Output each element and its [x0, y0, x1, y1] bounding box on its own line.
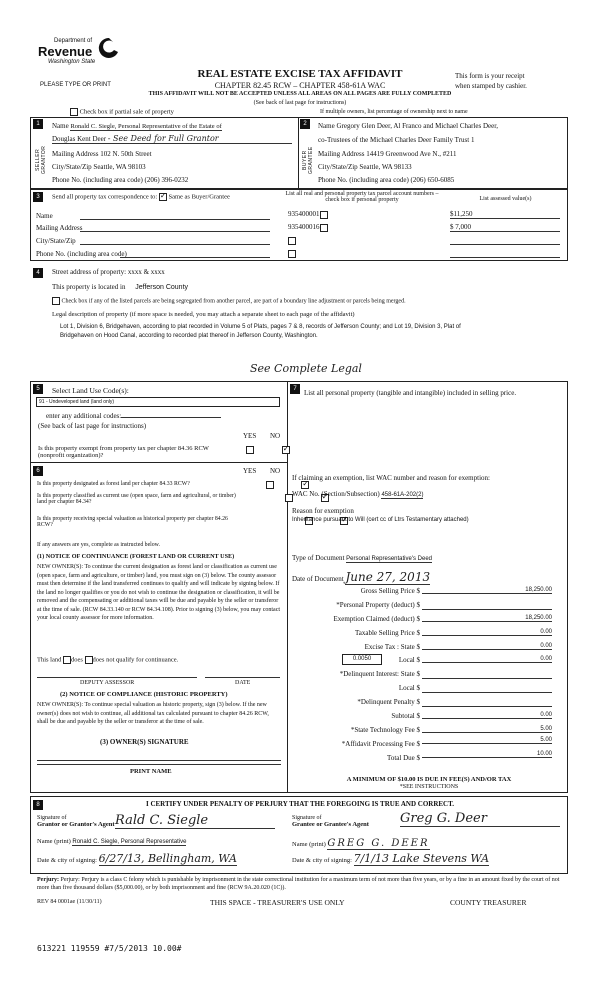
assessed-value[interactable]: $11,250 [450, 210, 560, 219]
calc-value[interactable]: 0.00 [422, 656, 552, 663]
print-name-label: PRINT NAME [130, 768, 172, 775]
exempt-question: Is this property exempt from property tax per chapter 84.36 RCW (nonprofit organization)? [38, 445, 209, 459]
buyer-name[interactable]: Gregory Glen Deer, Al Franco and Michael Charles Deer, [336, 122, 499, 130]
reason-label: Reason for exemption [292, 507, 354, 515]
buyer-side-label: BUYER GRANTEE [302, 146, 314, 174]
form-subtitle: CHAPTER 82.45 RCW – CHAPTER 458-61A WAC [214, 81, 386, 90]
forest-question: Is this property designated as forest land per chapter 84.33 RCW? [37, 481, 190, 487]
grantee-sig-label: Signature of Grantee or Grantee's Agent [292, 815, 369, 828]
receipt-note-2: when stamped by cashier. [455, 82, 527, 90]
calc-label: *State Technology Fee $ [350, 726, 420, 734]
calc-label: *Affidavit Processing Fee $ [341, 740, 420, 748]
calc-label: Taxable Selling Price $ [354, 629, 420, 637]
section-number-6: 6 [33, 466, 43, 476]
personal-property-checkbox[interactable] [320, 224, 328, 232]
logo-mark-icon [98, 36, 120, 60]
assessed-value[interactable] [450, 249, 560, 258]
grantor-date[interactable]: 6/27/13, Bellingham, WA [98, 852, 238, 865]
historic-question: Is this property receiving special valuation as historical property per chapter 84.26 RCW? [37, 516, 228, 528]
sec6-note: If any answers are yes, complete as instructed below. [37, 542, 160, 548]
county-treasurer: COUNTY TREASURER [450, 898, 527, 907]
calc-value[interactable]: 10.00 [422, 751, 552, 758]
parcel-number[interactable]: 935400001 [288, 210, 320, 218]
grantor-date-row: Date & city of signing: 6/27/13, Bellingham, WA [37, 852, 238, 865]
form-title: REAL ESTATE EXCISE TAX AFFIDAVIT [197, 68, 403, 80]
divider [30, 462, 287, 463]
calc-value[interactable]: 0.00 [422, 629, 552, 636]
calc-value[interactable]: 0.00 [422, 712, 552, 719]
additional-codes-input[interactable] [121, 410, 221, 418]
please-type: PLEASE TYPE OR PRINT [40, 82, 111, 88]
calc-value[interactable]: 5.00 [422, 726, 552, 733]
seller-name-2-handwritten: - See Deed for Full Grantor [107, 134, 219, 143]
sec5-see-back: (See back of last page for instructions) [38, 422, 147, 430]
legal-label: Legal description of property (if more space is needed, you may attach a separate sheet to each page of the affidavit) [52, 311, 355, 318]
this-land-row: This land does does not qualify for continuance. [37, 656, 179, 664]
continuance-text: NEW OWNER(S): To continue the current designation as forest land or classification as current use (open space, farm and agriculture, or timber) land, you must sign on (3) below. The county assessor must then determine if the land transferred continues to qualify and will indicate by signing below. If the land no longer qualifies or you do not wish to continue the designation or classification, it will be removed and the compensating or additional taxes will be due and payable by the seller or transferor at the time of sale. (RCW 84.33.140 or RCW 84.34.108). Prior to signing (3) below, you may contact your local county assessor for more information. [37, 564, 281, 621]
buyer-name-row: Name Gregory Glen Deer, Al Franco and Michael Charles Deer, [318, 122, 499, 130]
grantor-name[interactable]: Ronald C. Siegle, Personal Representative [72, 839, 187, 845]
seller-phone-row: Phone No. (including area code) (206) 396-0232 [52, 176, 189, 184]
section-number-5: 5 [33, 384, 43, 394]
buyer-name-2[interactable]: co-Trustees of the Michael Charles Deer Family Trust 1 [318, 136, 475, 144]
exempt-yes-checkbox[interactable] [246, 446, 254, 454]
parcel-row [288, 249, 438, 259]
partial-sale: Check box if partial sale of property [70, 108, 174, 116]
wac-row: WAC No. (Section/Subsection) 458-61A-202(2) [292, 490, 424, 498]
seller-name[interactable]: Ronald C. Siegle, Personal Representative of the Estate of [70, 123, 222, 130]
historic-text: NEW OWNER(S): To continue special valuation as historic property, sign (3) below. If the new owner(s) does not wish to continue, all additional tax calculated pursuant to chapter 84.26 RCW, shall be due and payable by the seller or transferor at the time of sale. [37, 702, 269, 725]
sec3-phone: Phone No. (including area code) [36, 250, 127, 258]
parcel-number[interactable]: 935400016 [288, 223, 320, 231]
sec3-mail: Mailing Address [36, 224, 83, 232]
personal-property-text: List all personal property (tangible and intangible) included in selling price. [304, 389, 517, 397]
grantee-name[interactable]: GREG G. DEER [327, 838, 430, 849]
section-number-3: 3 [33, 192, 43, 202]
logo-dept: Department of [54, 38, 93, 44]
seller-city-row: City/State/Zip Seattle, WA 98103 [52, 163, 146, 171]
receipt-note-1: This form is your receipt [455, 72, 525, 80]
divider [298, 117, 299, 189]
deputy-line[interactable] [37, 677, 197, 678]
sec3-line [120, 257, 270, 258]
doc-date[interactable]: June 27, 2013 [345, 570, 431, 584]
sec3-label: Send all property tax correspondence to: ✓ Same as Buyer/Grantee [52, 193, 230, 201]
historic-title: (2) NOTICE OF COMPLIANCE (HISTORIC PROPERTY) [60, 691, 228, 698]
owner-print-line[interactable] [37, 764, 281, 765]
calc-value[interactable]: 18,250.00 [422, 615, 552, 622]
seller-name-row: Name Ronald C. Siegle, Personal Representative of the Estate of [52, 122, 222, 130]
buyer-phone-row: Phone No. (including area code) (206) 650-6085 [318, 176, 455, 184]
doc-type[interactable]: Personal Representative's Deed [346, 556, 433, 562]
assessed-header: List assessed value(s) [479, 196, 532, 202]
located-row: This property is located in Jefferson County [52, 283, 189, 291]
grantee-date-row: Date & city of signing: 7/1/13 Lake Stevens WA [292, 852, 490, 865]
calc-value[interactable]: 0.00 [422, 643, 552, 650]
buyer-city[interactable]: Seattle, WA 98133 [359, 163, 412, 171]
local-rate[interactable]: 0.0050 [342, 654, 382, 665]
multiple-owners-note: If multiple owners, list percentage of ownership next to name [320, 109, 468, 115]
seller-mail-row: Mailing Address 102 N. 50th Street [52, 150, 152, 158]
buyer-mail[interactable]: 14419 Greenwood Ave N., #211 [366, 150, 457, 158]
calc-label: Excise Tax : State $ [364, 643, 420, 651]
does-checkbox[interactable] [63, 656, 71, 664]
certify-text: I CERTIFY UNDER PENALTY OF PERJURY THAT THE FOREGOING IS TRUE AND CORRECT. [145, 800, 454, 808]
grantor-sig-label: Signature of Grantor or Grantor's Agent [37, 815, 115, 828]
owners-signature-title: (3) OWNER(S) SIGNATURE [100, 738, 189, 746]
wac-number[interactable]: 458-61A-202(2) [381, 492, 424, 498]
seller-name-2[interactable]: Douglas Kent Deer [52, 135, 107, 143]
calc-label: *Personal Property (deduct) $ [336, 601, 420, 609]
continuance-title: (1) NOTICE OF CONTINUANCE (FOREST LAND OR CURRENT USE) [37, 553, 235, 560]
seller-name-2-row [52, 134, 292, 144]
see-instructions: *SEE INSTRUCTIONS [399, 784, 459, 790]
perjury-text: Perjury: Perjury: Perjury is a class C felony which is punishable by imprisonment in the state correctional institution for a maximum term of not more than five years, or by a fine in an amount fixed by the court of not more than five thousand dollars ($5,000.00), or by both imprisonment and fine (RCW 9A.20.020 (1C)). [37, 877, 560, 891]
form-backpage: (See back of last page for instructions) [253, 100, 347, 106]
exempt-no-checkbox[interactable] [282, 446, 290, 454]
personal-property-checkbox[interactable] [288, 237, 296, 245]
calc-value[interactable]: 5.00 [422, 737, 552, 744]
logo-revenue: Revenue [38, 44, 93, 59]
parcel-row [288, 210, 438, 220]
treasurer-space: THIS SPACE - TREASURER'S USE ONLY [210, 898, 345, 907]
date-line[interactable] [205, 677, 280, 678]
divider [287, 381, 288, 793]
grantor-signature[interactable]: Rald C. Siegle [115, 813, 275, 829]
personal-property-checkbox[interactable] [288, 250, 296, 258]
owner-sig-line[interactable] [37, 760, 281, 761]
form-warning: THIS AFFIDAVIT WILL NOT BE ACCEPTED UNLESS ALL AREAS ON ALL PAGES ARE FULLY COMPLETED [148, 91, 452, 97]
section-number-7: 7 [290, 384, 300, 394]
land-use-label: Select Land Use Code(s): [52, 386, 129, 395]
section-number-2: 2 [300, 119, 310, 129]
sec3-city: City/State/Zip [36, 237, 76, 245]
seller-phone[interactable]: (206) 396-0232 [144, 176, 189, 184]
calc-label: *Delinquent Interest: State $ [339, 670, 420, 678]
calc-label: Local $ [398, 656, 420, 664]
grantee-signature[interactable]: Greg G. Deer [400, 811, 560, 827]
buyer-phone[interactable]: (206) 650-6085 [410, 176, 455, 184]
partial-sale-checkbox[interactable] [70, 108, 78, 116]
calc-value[interactable] [422, 670, 552, 679]
calc-value[interactable] [422, 684, 552, 693]
doc-type-row: Type of Document Personal Representative's Deed [292, 554, 433, 562]
county[interactable]: Jefferson County [135, 284, 189, 291]
calc-value[interactable]: 18,250.00 [422, 587, 552, 594]
calc-label: *Delinquent Penalty $ [357, 698, 420, 706]
additional-codes: enter any additional codes: [46, 410, 221, 420]
doc-date-row: Date of Document June 27, 2013 [292, 570, 431, 584]
grantee-name-row: Name (print) GREG G. DEER [292, 838, 430, 849]
section-number-4: 4 [33, 268, 43, 278]
logo-state: Washington State [48, 59, 96, 65]
street-address[interactable]: xxxx & xxxx [127, 268, 165, 276]
parcel-row [288, 236, 438, 246]
parcel-row [288, 223, 438, 233]
calc-value[interactable] [422, 601, 552, 610]
calc-value[interactable] [422, 698, 552, 707]
sec6-no: NO [270, 467, 281, 475]
street-row: Street address of property: xxxx & xxxx [52, 268, 165, 276]
segregated-checkbox[interactable] [52, 297, 60, 305]
section-number-1: 1 [33, 119, 43, 129]
calc-label: Local $ [398, 684, 420, 692]
segregated-row: Check box if any of the listed parcels are being segregated from another parcel, are part of a boundary line adjustment or parcels being merged. [52, 297, 406, 305]
assessed-value[interactable]: $ 7,000 [450, 223, 560, 232]
buyer-mail-row: Mailing Address 14419 Greenwood Ave N., #211 [318, 150, 457, 158]
current-use-question: Is this property classified as current use (open space, farm and agricultural, or timber) land per chapter 84.34? [37, 493, 236, 505]
seller-city[interactable]: Seattle, WA 98103 [93, 163, 146, 171]
personal-property-checkbox[interactable] [320, 211, 328, 219]
reason-value[interactable]: Inheritance pursuant to Will (cert cc of Ltrs Testamentary attached) [292, 517, 469, 523]
section-number-8: 8 [33, 800, 43, 810]
buyer-city-row: City/State/Zip Seattle, WA 98133 [318, 163, 412, 171]
sec5-yes: YES [243, 432, 257, 440]
sec5-no: NO [270, 432, 281, 440]
same-as-buyer-checkbox[interactable] [159, 193, 167, 201]
exemption-label: If claiming an exemption, list WAC number and reason for exemption: [292, 474, 490, 482]
land-use-select[interactable]: 91 - Undeveloped land (land only) [36, 397, 280, 407]
minimum-note: A MINIMUM OF $10.00 IS DUE IN FEE(S) AND/OR TAX [346, 776, 512, 783]
calc-label: Exemption Claimed (deduct) $ [333, 615, 420, 623]
seller-side-label: SELLER GRANTOR [35, 145, 47, 175]
calc-label: Gross Selling Price $ [360, 587, 420, 595]
deputy-label: DEPUTY ASSESSOR [80, 680, 135, 686]
cashier-stamp: 613221 119559 #7/5/2013 10.00# [37, 944, 182, 953]
legal-handnote: See Complete Legal [250, 362, 362, 375]
sec6-yes: YES [243, 467, 257, 475]
forest-yes-checkbox[interactable] [266, 481, 274, 489]
legal-description[interactable]: Lot 1, Division 6, Bridgehaven, according to plat recorded in Volume 5 of Plats, pages 7 & 8, records of Jefferson County; and Lot 19, Division 3, Plat of Bridgehaven on Hood Canal, according to recorded plat thereof in Jefferson County, Washington. [60, 324, 461, 339]
date-label: DATE [235, 680, 251, 686]
sec3-name: Name [36, 212, 53, 220]
seller-mail[interactable]: 102 N. 50th Street [100, 150, 152, 158]
sec3-line [80, 219, 270, 220]
parcels-header: List all real and personal property tax parcel account numbers – check box if personal property [285, 191, 439, 203]
calc-label: Total Due $ [387, 754, 420, 762]
forest-no-checkbox[interactable] [301, 481, 309, 489]
assessed-value[interactable] [450, 236, 560, 245]
grantee-date[interactable]: 7/1/13 Lake Stevens WA [353, 852, 490, 865]
sec3-line [80, 244, 270, 245]
grantor-name-row: Name (print) Ronald C. Siegle, Personal Representative [37, 838, 187, 845]
sec3-line [80, 231, 270, 232]
form-rev: REV 84 0001ae (11/30/11) [37, 899, 102, 905]
does-not-checkbox[interactable] [85, 656, 93, 664]
calc-label: Subtotal $ [391, 712, 420, 720]
